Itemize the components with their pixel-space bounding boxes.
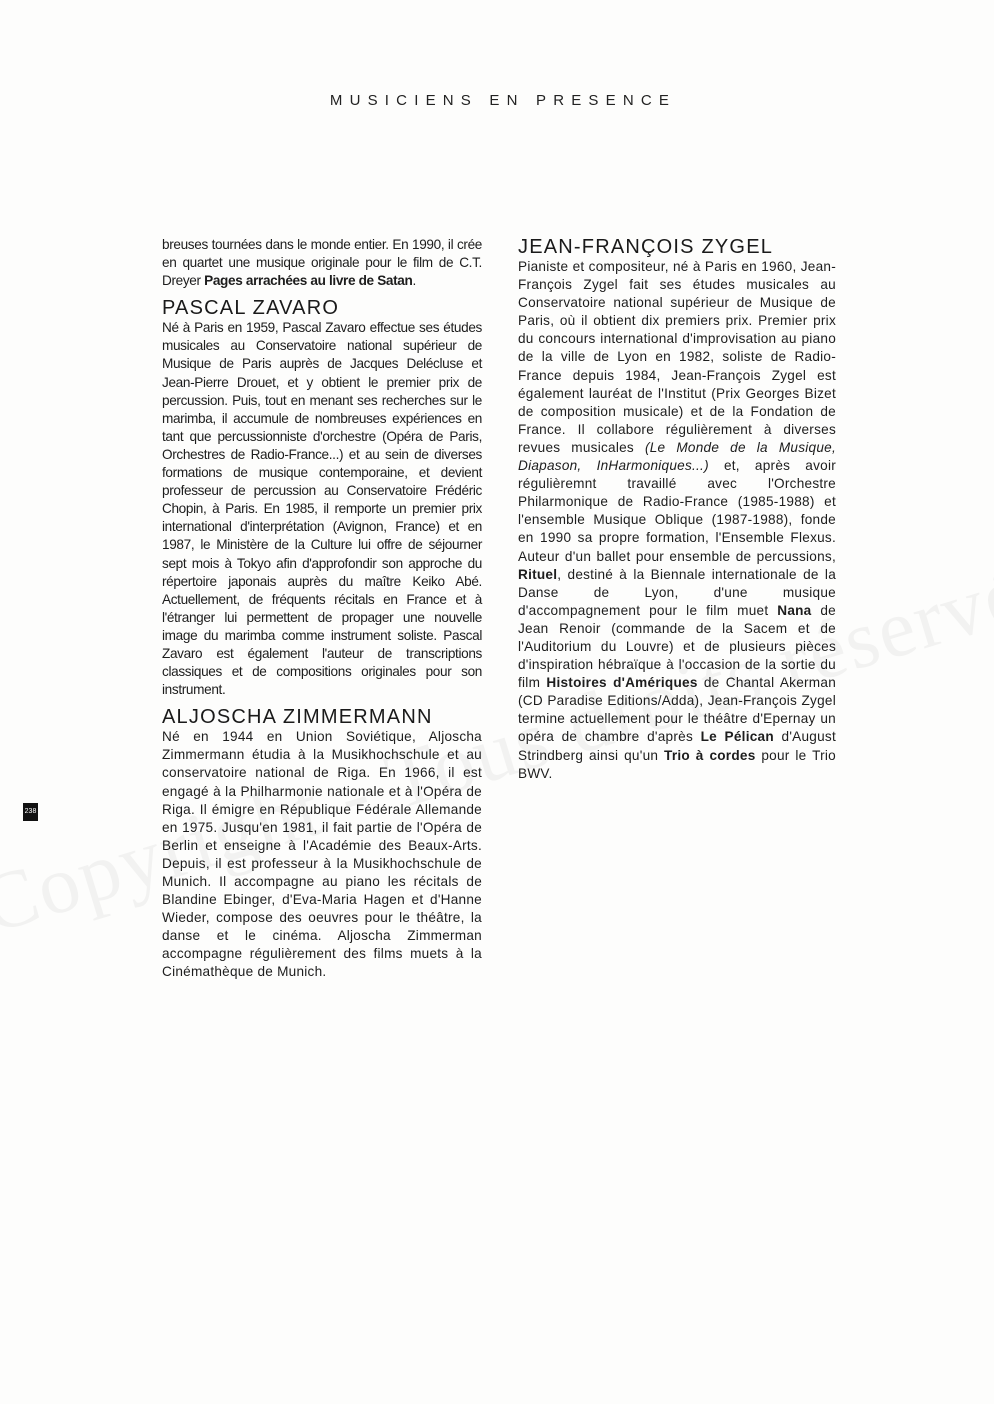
bold-title: Pages arrachées au livre de Satan xyxy=(204,273,413,289)
text-run: breuses tournées dans le monde entier. En 1990, il crée en quartet une musique originale pour le film de C.T. Dreyer xyxy=(162,237,482,289)
text-run: de Chantal Akerman (CD Paradise Editions/Adda), Jean-François Zygel termine actuellement pour le théâtre d'Epernay un opéra de chambre d'après xyxy=(518,675,836,745)
bold-title: Histoires d'Amériques xyxy=(546,675,698,691)
text-run: Né en 1944 en Union Soviétique, Aljoscha Zimmermann étudia à la Musikhochschule et au conservatoire national de Riga. En 1966, il est engagé à la Philharmonie nationale et à l'Opéra de Riga. Il émigre en République Fédérale Allemande en 1975. Jusqu'en 1981, il fait partie de l'Opéra de Berlin et enseigne à l'Académie des Beaux-Arts. Depuis, il est professeur à la Musikhochschule de Munich. Il accompagne au piano les récitals de Blandine Ebinger, d'Eva-Maria Hagen et d'Hanne Wieder, compose des oeuvres pour le théâtre, la danse et le cinéma. Aljoscha Zimmerman accompagne régulièrement des films muets à la Cinémathèque de Munich. xyxy=(162,729,482,980)
text-run: , destiné à la Biennale internationale de la Danse de Lyon, d'une musique d'accompagnement pour le film muet xyxy=(518,566,836,618)
text-run: Pianiste et compositeur, né à Paris en 1960, Jean-François Zygel fait ses études musicales au Conservatoire national supérieur de Musique de Paris, où il obtient dix premiers prix. Premier prix du concours international d'improvisation au piano de la ville de Lyon en 1982, soliste de Radio-France depuis 1984, Jean-François Zygel est également lauréat de l'Institut (Prix Georges Bizet de composition musicale) et de la Fondation de France. Il collabore régulièrement à diverses revues musicales xyxy=(518,259,836,455)
intro-paragraph xyxy=(162,236,482,290)
biography-paragraph xyxy=(518,258,836,783)
left-column xyxy=(162,236,482,989)
section-heading: ALJOSCHA ZIMMERMANN xyxy=(162,706,433,729)
bold-title: Rituel xyxy=(518,566,558,582)
text-run: pour le Trio BWV. xyxy=(518,747,836,781)
running-header: MUSICIENS EN PRESENCE xyxy=(329,92,677,109)
bold-title: Nana xyxy=(777,602,812,618)
right-sections xyxy=(518,236,836,783)
bold-title: Le Pélican xyxy=(700,729,774,745)
text-run: de Jean Renoir (commande de la Sacem et de l'Auditorium du Louvre) et de plusieurs pièces d'inspiration hébraïque à l'occasion de la sortie du film xyxy=(518,602,836,691)
section-heading: JEAN-FRANÇOIS ZYGEL xyxy=(518,236,774,258)
text-run: . xyxy=(412,273,416,289)
left-sections xyxy=(162,297,482,981)
bold-title: Trio à cordes xyxy=(664,747,756,763)
section-heading: PASCAL ZAVARO xyxy=(162,297,340,320)
text-run: et, après avoir régulièremnt travaillé avec l'Orchestre Philarmonique de Radio-France (1985-1988) et l'ensemble Musique Oblique (1987-1988), fonde en 1990 sa propre formation, l'Ensemble Flexus. Auteur d'un ballet pour ensemble de percussions, xyxy=(518,458,836,564)
text-run: d'August Strindberg ainsi qu'un xyxy=(518,729,836,763)
italic-text: (Le Monde de la Musique, Diapason, InHarmoniques...) xyxy=(518,439,836,474)
right-column xyxy=(518,236,836,790)
text-run: Né à Paris en 1959, Pascal Zavaro effectue ses études musicales au Conservatoire national supérieur de Musique de Paris auprès de Jacques Delécluse et Jean-Pierre Drouet, et y obtient le premier prix de percussion. Puis, tout en menant ses recherches sur le marimba, il accumule de nombreuses expériences en tant que percussionniste d'orchestre (Opéra de Paris, Orchestres de Radio-France...) et au sein de diverses formations de musique contemporaine, et devient professeur de percussion au Conservatoire Frédéric Chopin, à Paris. En 1985, il remporte un premier prix international d'interprétation (Avignon, France) et en 1987, le Ministère de la Culture lui offre de séjourner sept mois à Tokyo afin d'approfondir son approche du répertoire japonais auprès du maître Keiko Abé. Actuellement, de fréquents récitals en France et à l'étranger lui permettent de propager une nouvelle image du marimba comme instrument soliste. Pascal Zavaro est également l'auteur de transcriptions classiques et de compositions originales pour son instrument. xyxy=(162,320,482,698)
biography-paragraph xyxy=(162,728,482,981)
copyright-watermark xyxy=(0,541,994,953)
page-number: 238 xyxy=(23,803,38,821)
biography-paragraph xyxy=(162,319,482,699)
